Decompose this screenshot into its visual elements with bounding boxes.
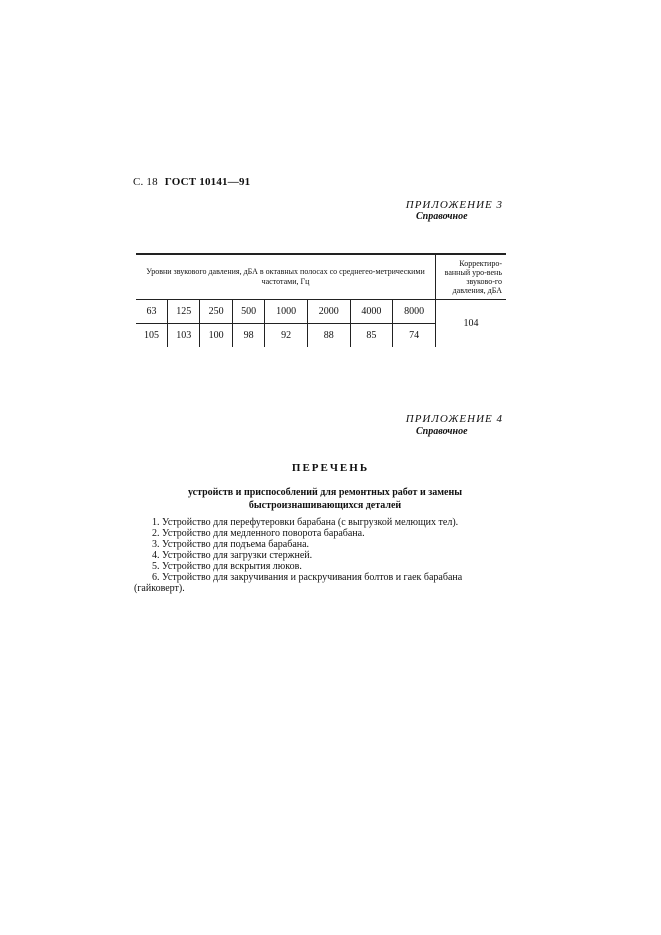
frequency-cell: 125 xyxy=(167,300,199,324)
corrected-level-value: 104 xyxy=(436,300,507,348)
frequency-cell: 63 xyxy=(136,300,167,324)
level-cell: 88 xyxy=(307,324,350,348)
level-cell: 103 xyxy=(167,324,199,348)
level-cell: 74 xyxy=(393,324,436,348)
frequency-cell: 2000 xyxy=(307,300,350,324)
level-cell: 100 xyxy=(200,324,232,348)
page-number: С. 18 xyxy=(133,176,158,188)
list-title: ПЕРЕЧЕНЬ xyxy=(291,462,370,474)
level-cell: 98 xyxy=(232,324,264,348)
appendix-3-title: ПРИЛОЖЕНИЕ 3 xyxy=(405,199,503,211)
level-cell: 85 xyxy=(350,324,393,348)
device-list xyxy=(134,517,506,594)
list-item: 2. Устройство для медленного поворота барабана. xyxy=(152,528,365,539)
frequency-cell: 250 xyxy=(200,300,232,324)
appendix-4-subtitle: Справочное xyxy=(416,426,468,437)
noise-levels-table xyxy=(136,253,506,347)
appendix-4-title: ПРИЛОЖЕНИЕ 4 xyxy=(405,413,503,425)
appendix-3-subtitle: Справочное xyxy=(416,211,468,222)
list-item: 4. Устройство для загрузки стержней. xyxy=(152,550,313,561)
list-subtitle: устройств и приспособлений для ремонтных работ и замены быстроизнашивающихся деталей xyxy=(187,487,463,511)
list-item: 1. Устройство для перефутеровки барабана (с выгрузкой мелющих тел). xyxy=(152,517,459,528)
standard-code: ГОСТ 10141—91 xyxy=(164,176,251,188)
frequency-cell: 8000 xyxy=(393,300,436,324)
page-header xyxy=(133,176,250,188)
frequency-cell: 4000 xyxy=(350,300,393,324)
list-item: 6. Устройство для закручивания и раскручивания болтов и гаек барабана (гайковерт). xyxy=(134,572,463,594)
list-item: 5. Устройство для вскрытия люков. xyxy=(152,561,302,572)
level-cell: 105 xyxy=(136,324,167,348)
frequency-cell: 1000 xyxy=(265,300,308,324)
levels-header: Уровни звукового давления, дБА в октавных полосах со среднегео-метрическими частотами, Гц xyxy=(136,254,436,300)
frequency-cell: 500 xyxy=(232,300,264,324)
list-item: 3. Устройство для подъема барабана. xyxy=(152,539,310,550)
corrected-level-header: Корректиро-ванный уро-вень звуково-го давления, дБА xyxy=(436,254,507,300)
level-cell: 92 xyxy=(265,324,308,348)
